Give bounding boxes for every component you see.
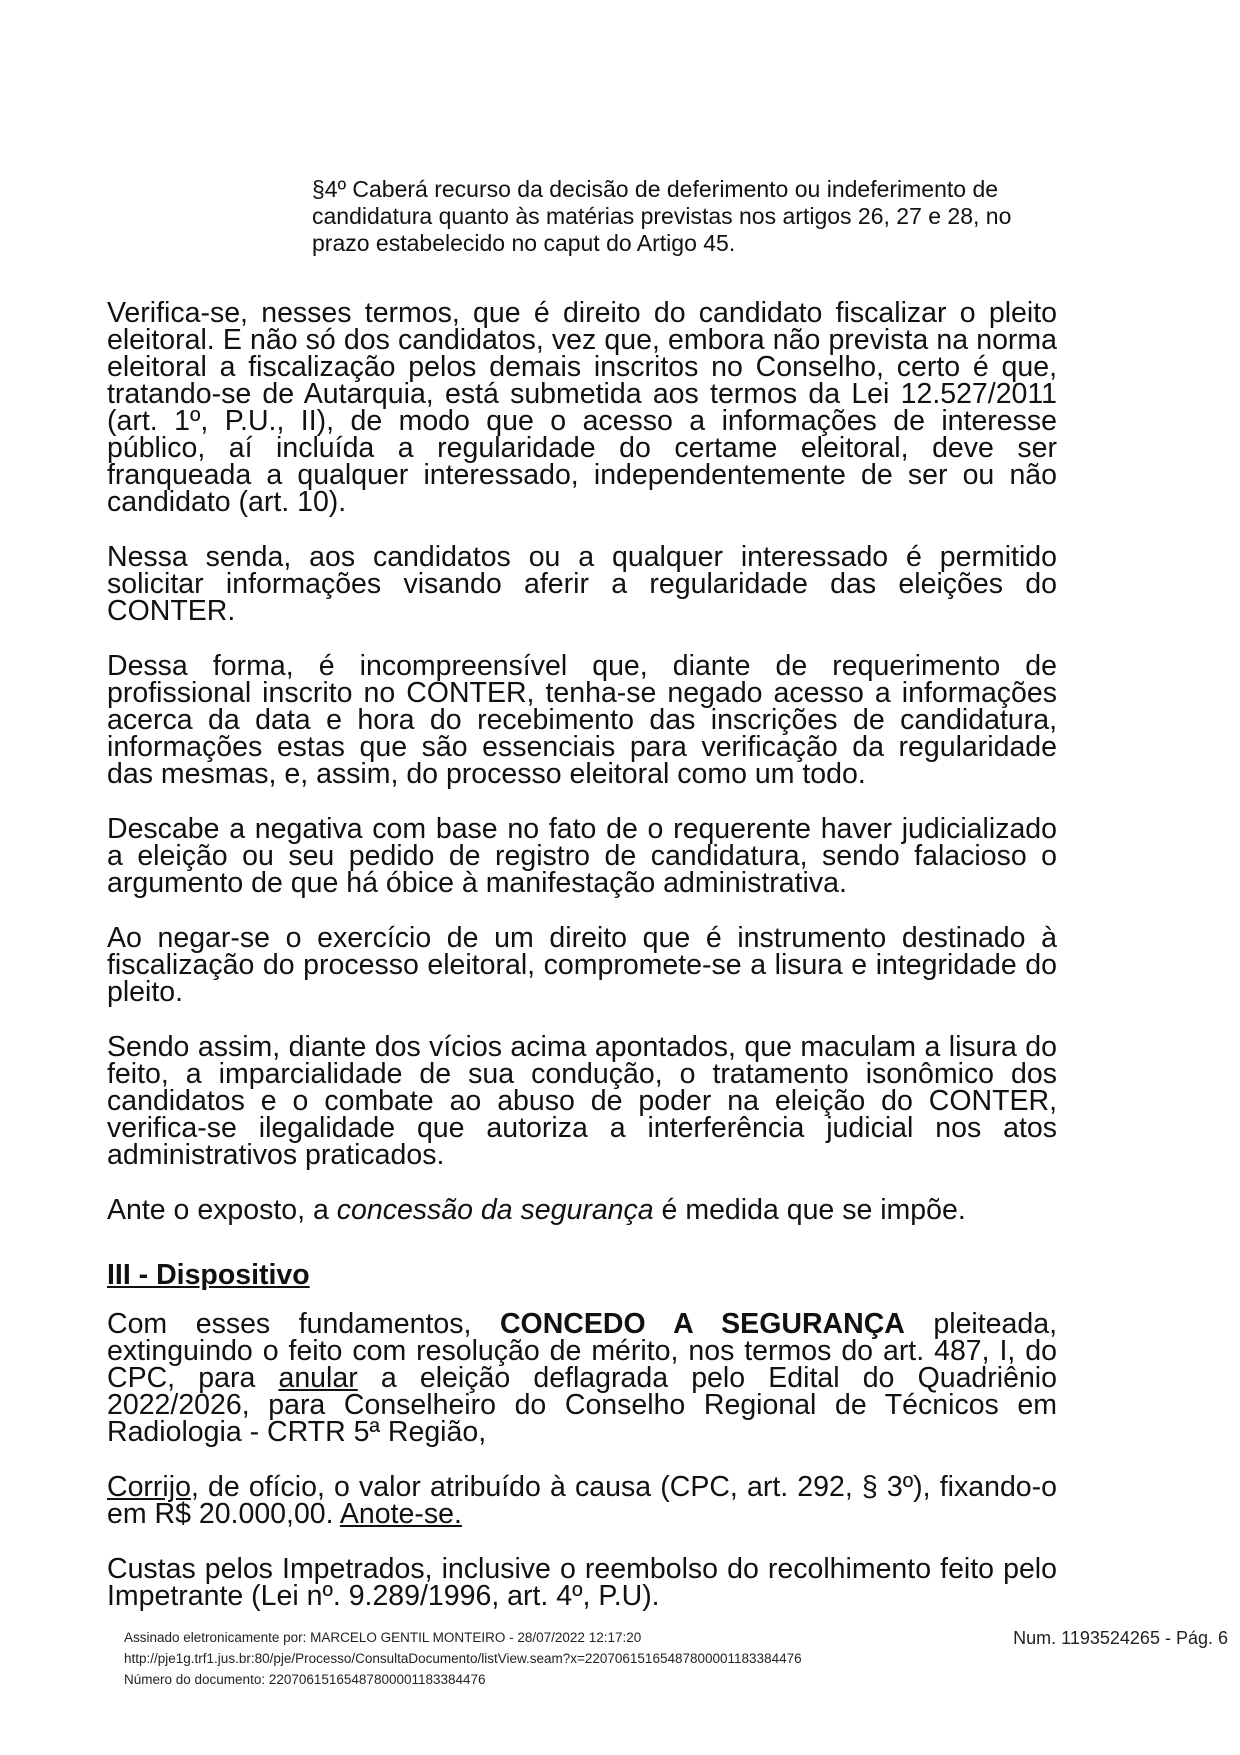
text-segment: é medida que se impõe. — [653, 1194, 966, 1226]
underlined-text: Anote-se. — [339, 1498, 462, 1530]
bold-text: CONCEDO A SEGURANÇA — [499, 1308, 905, 1340]
paragraph: Verifica-se, nesses termos, que é direito do candidato fiscalizar o pleito eleitoral. E não só dos candidatos, vez que, embora não prevista na norma eleitoral a fiscalização pelos demais inscritos no Conselho, certo é que, tratando-se de Autarquia, está submetida aos termos da Lei 12.527/2011 (art. 1º, P.U., II), de modo que o acesso a informações de interesse público, aí incluída a regularidade do certame eleitoral, deve ser franqueada a qualquer interessado, independentemente de ser ou não candidato (art. 10). — [107, 297, 1057, 518]
ruling-paragraph: Custas pelos Impetrados, inclusive o reembolso do recolhimento feito pelo Impetrante (Lei nº. 9.289/1996, art. 4º, P.U). — [107, 1553, 1057, 1612]
text-segment: , de ofício, o valor atribuído à causa (CPC, art. 292, § 3º), fixando-o em R$ 20.000,00. — [107, 1471, 1057, 1530]
section-heading: III - Dispositivo — [107, 1259, 310, 1291]
ruling-paragraph — [107, 1471, 1057, 1530]
document-body — [107, 297, 1058, 1638]
underlined-text: anular — [278, 1362, 358, 1394]
text-segment: Com esses fundamentos, — [107, 1308, 500, 1340]
text-segment: a eleição deflagrada pelo Edital do Quadriênio 2022/2026, para Conselheiro do Conselho Regional de Técnicos em Radiologia - CRTR 5ª Região, — [107, 1362, 1057, 1448]
underlined-text: Corrijo — [107, 1471, 191, 1503]
paragraph: Nessa senda, aos candidatos ou a qualquer interessado é permitido solicitar informações visando aferir a regularidade das eleições do CONTER. — [107, 541, 1057, 627]
legal-quote: §4º Caberá recurso da decisão de deferimento ou indeferimento de candidatura quanto às matérias previstas nos artigos 26, 27 e 28, no prazo estabelecido no caput do Artigo 45. — [312, 176, 1012, 256]
signature-line: Assinado eletronicamente por: MARCELO GENTIL MONTEIRO - 28/07/2022 12:17:20 — [124, 1630, 642, 1645]
ruling-paragraph — [107, 1308, 1058, 1448]
signature-footer — [124, 1627, 802, 1690]
page-number: Num. 1193524265 - Pág. 6 — [1013, 1628, 1228, 1648]
italic-text: concessão da segurança — [336, 1194, 654, 1226]
paragraph: Sendo assim, diante dos vícios acima apontados, que maculam a lisura do feito, a imparcialidade de sua condução, o tratamento isonômico dos candidatos e o combate ao abuso de poder na eleição do CONTER, verifica-se ilegalidade que autoriza a interferência judicial nos atos administrativos praticados. — [107, 1031, 1057, 1171]
paragraph: Ao negar-se o exercício de um direito que é instrumento destinado à fiscalização do processo eleitoral, compromete-se a lisura e integridade do pleito. — [107, 922, 1057, 1008]
conclusion-paragraph — [107, 1194, 1057, 1226]
paragraph: Dessa forma, é incompreensível que, diante de requerimento de profissional inscrito no CONTER, tenha-se negado acesso a informações acerca da data e hora do recebimento das inscrições de candidatura, informações estas que são essenciais para verificação da regularidade das mesmas, e, assim, do processo eleitoral como um todo. — [107, 650, 1057, 790]
document-number: Número do documento: 22070615165487800001183384476 — [124, 1672, 486, 1687]
paragraph: Descabe a negativa com base no fato de o requerente haver judicializado a eleição ou seu pedido de registro de candidatura, sendo falacioso o argumento de que há óbice à manifestação administrativa. — [107, 813, 1057, 899]
text-segment: Ante o exposto, a — [107, 1194, 337, 1226]
text-segment: pleiteada, extinguindo o feito com resolução de mérito, nos termos do art. 487, I, do CPC, para — [107, 1308, 1058, 1394]
document-url[interactable]: http://pje1g.trf1.jus.br:80/pje/Processo/ConsultaDocumento/listView.seam?x=22070615165487800001183384476 — [124, 1651, 802, 1666]
